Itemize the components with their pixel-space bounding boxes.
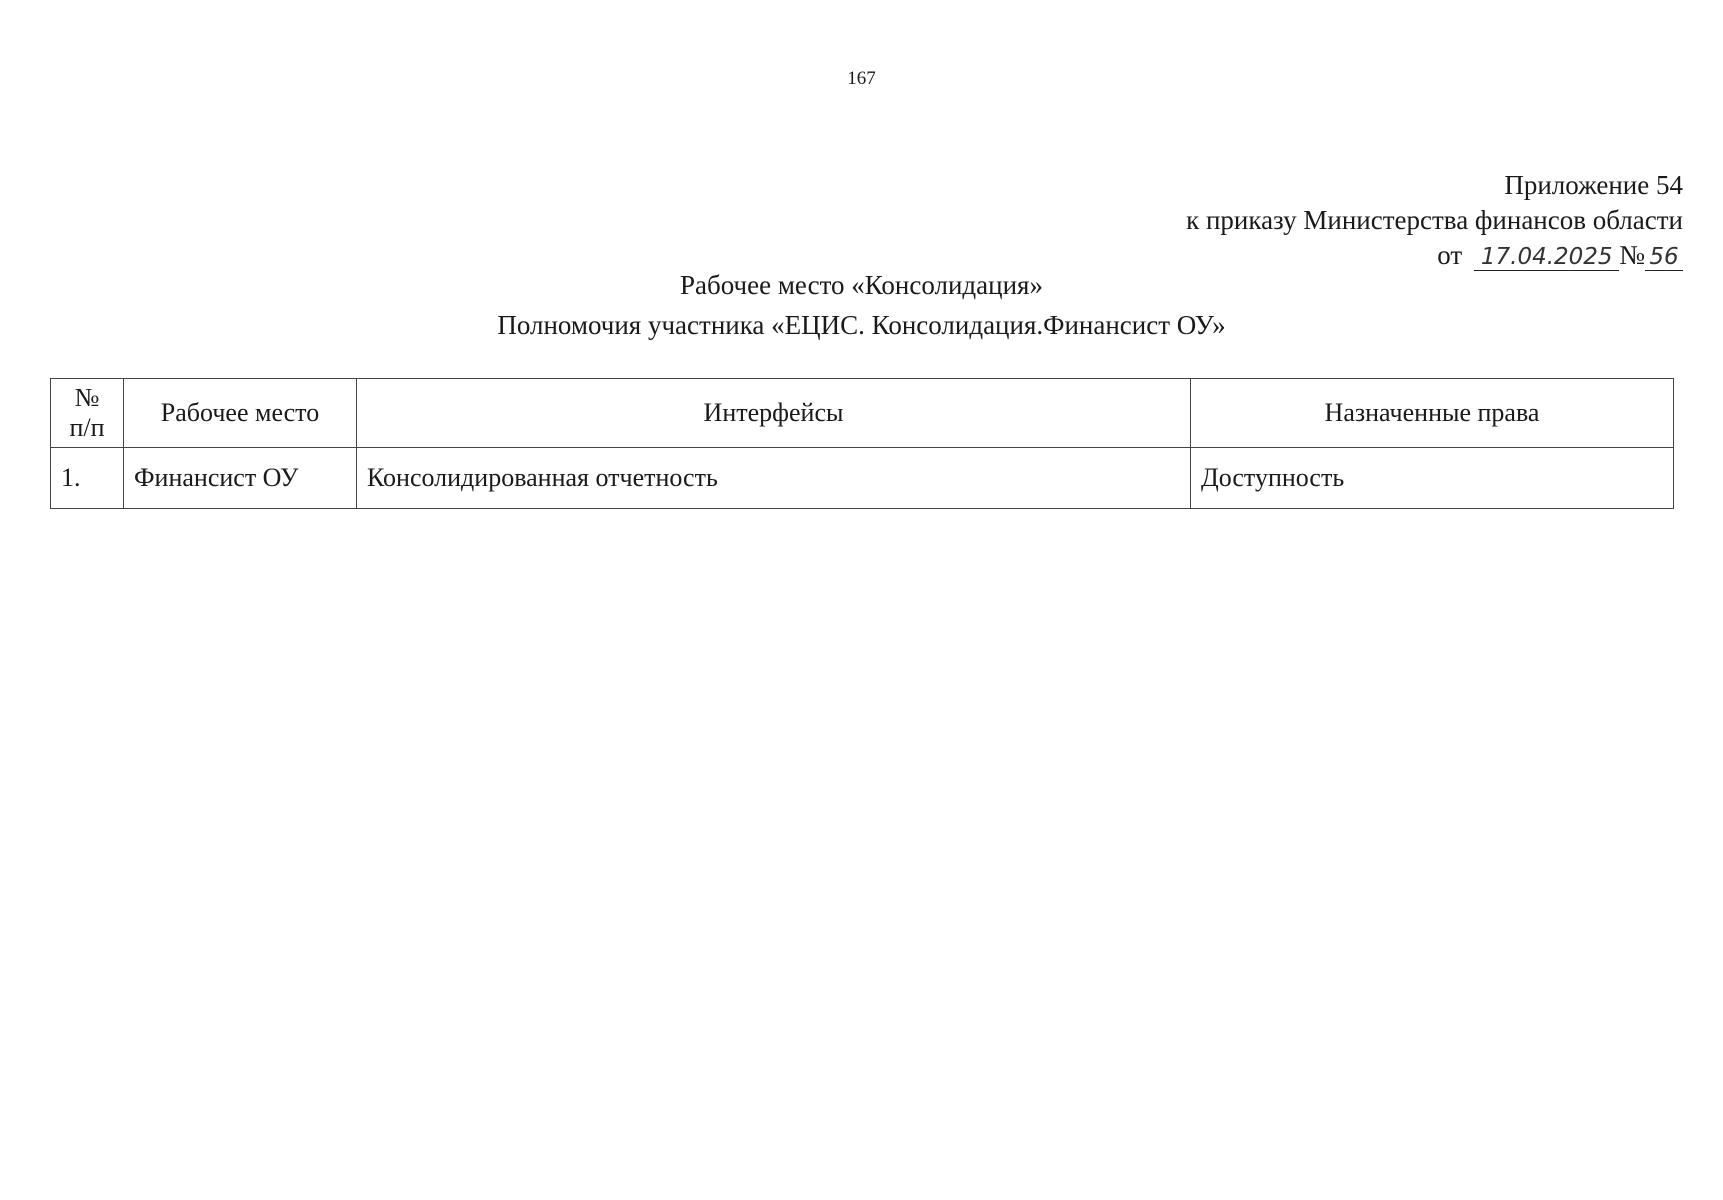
cell-rights: Доступность	[1191, 448, 1674, 509]
header-workplace: Рабочее место	[124, 379, 357, 448]
table-row	[51, 448, 1674, 509]
appendix-date-line	[1186, 238, 1683, 273]
cell-workplace: Финансист ОУ	[124, 448, 357, 509]
header-num-pp: п/п	[69, 413, 105, 442]
appendix-block	[1186, 168, 1683, 273]
header-rights: Назначенные права	[1191, 379, 1674, 448]
permissions-title: Полномочия участника «ЕЦИС. Консолидация.Финансист ОУ»	[497, 310, 1226, 340]
header-num	[51, 379, 124, 448]
handwritten-date: 17.04.2025	[1474, 244, 1619, 271]
cell-interface: Консолидированная отчетность	[357, 448, 1191, 509]
appendix-order-ref: к приказу Министерства финансов области	[1186, 205, 1683, 235]
workplace-title: Рабочее место «Консолидация»	[680, 270, 1043, 300]
header-interfaces: Интерфейсы	[357, 379, 1191, 448]
cell-num: 1.	[51, 448, 124, 509]
date-prefix: от	[1437, 240, 1463, 270]
permissions-table	[50, 378, 1674, 509]
number-sign: №	[1619, 240, 1645, 270]
page-number: 167	[847, 68, 876, 89]
handwritten-number: 56	[1645, 244, 1683, 271]
table-header-row	[51, 379, 1674, 448]
appendix-title: Приложение 54	[1504, 170, 1683, 200]
header-num-sign: №	[74, 383, 100, 412]
